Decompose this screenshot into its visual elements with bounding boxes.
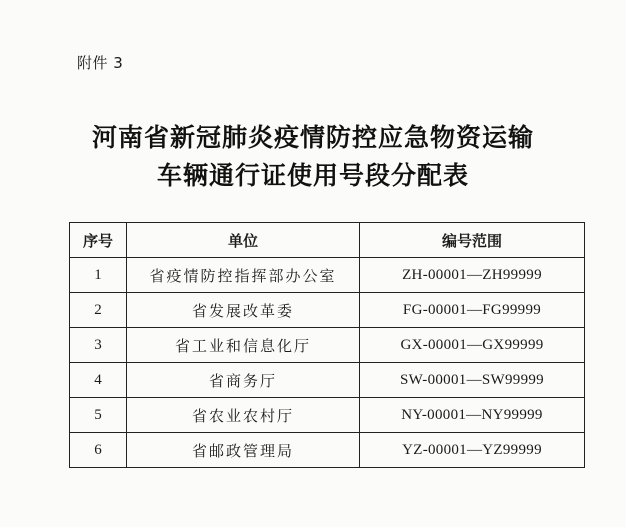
row-serial-number: 5 xyxy=(70,398,127,433)
row-unit: 省商务厅 xyxy=(127,363,360,398)
row-serial-number: 1 xyxy=(70,258,127,293)
row-unit: 省疫情防控指挥部办公室 xyxy=(127,258,360,293)
attachment-label: 附件 3 xyxy=(77,54,124,72)
table-row xyxy=(70,293,585,328)
row-number-range: GX-00001—GX99999 xyxy=(360,328,585,363)
table-row xyxy=(70,433,585,468)
row-number-range: NY-00001—NY99999 xyxy=(360,398,585,433)
row-number-range: YZ-00001—YZ99999 xyxy=(360,433,585,468)
table-row xyxy=(70,363,585,398)
row-serial-number: 2 xyxy=(70,293,127,328)
row-unit: 省农业农村厅 xyxy=(127,398,360,433)
allocation-table xyxy=(69,222,585,468)
header-unit: 单位 xyxy=(127,223,360,258)
row-number-range: ZH-00001—ZH99999 xyxy=(360,258,585,293)
row-serial-number: 3 xyxy=(70,328,127,363)
row-serial-number: 6 xyxy=(70,433,127,468)
header-number-range: 编号范围 xyxy=(360,223,585,258)
row-unit: 省发展改革委 xyxy=(127,293,360,328)
row-unit: 省邮政管理局 xyxy=(127,433,360,468)
document-title-line-1: 河南省新冠肺炎疫情防控应急物资运输 xyxy=(91,123,534,152)
table-row xyxy=(70,328,585,363)
table-header-row xyxy=(70,223,585,258)
header-serial-number: 序号 xyxy=(70,223,127,258)
row-number-range: FG-00001—FG99999 xyxy=(360,293,585,328)
row-serial-number: 4 xyxy=(70,363,127,398)
document-title-line-2: 车辆通行证使用号段分配表 xyxy=(156,161,469,190)
row-number-range: SW-00001—SW99999 xyxy=(360,363,585,398)
table-row xyxy=(70,398,585,433)
row-unit: 省工业和信息化厅 xyxy=(127,328,360,363)
table-row xyxy=(70,258,585,293)
